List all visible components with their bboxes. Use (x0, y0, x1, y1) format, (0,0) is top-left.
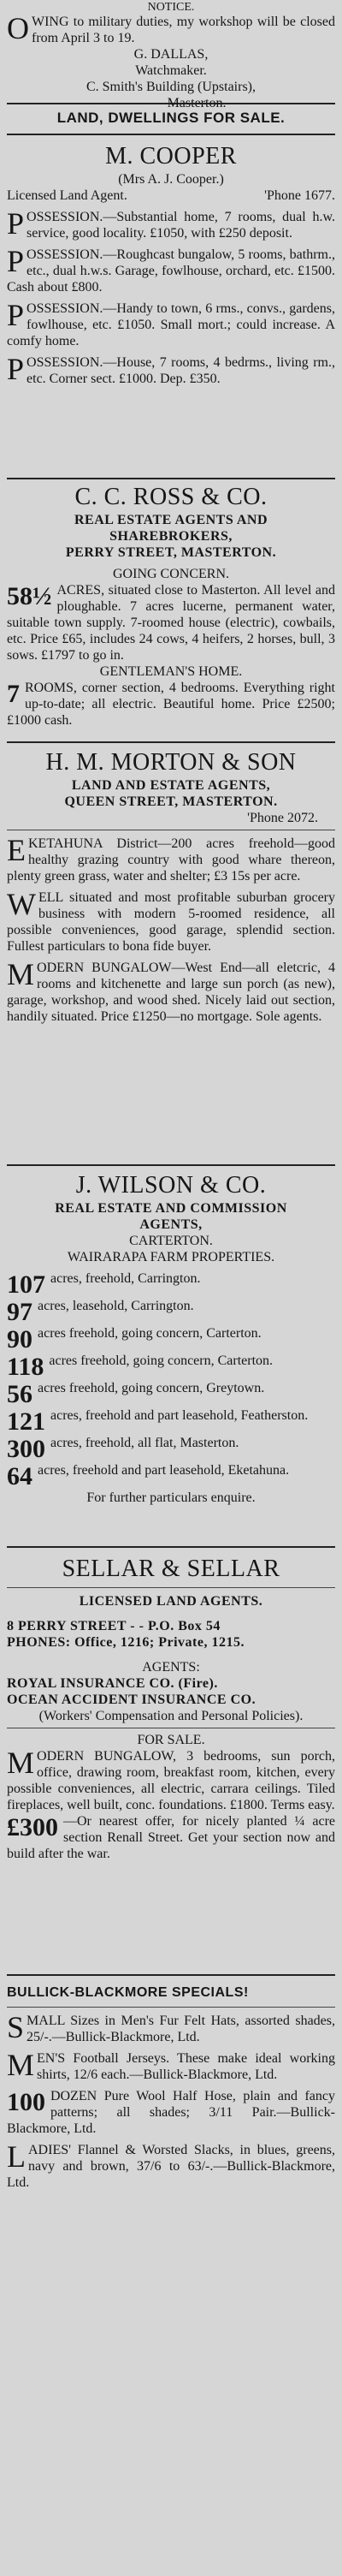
sellar-name: SELLAR & SELLAR (62, 1556, 280, 1582)
ross-heading-1: GOING CONCERN. (113, 567, 229, 581)
ross-heading-2: GENTLEMAN'S HOME. (99, 664, 243, 679)
cooper-name: M. COOPER (105, 143, 237, 170)
ross-sub1: REAL ESTATE AGENTS AND (74, 513, 268, 527)
morton-sub1: LAND AND ESTATE AGENTS, (71, 778, 271, 793)
section-land-title: LAND, DWELLINGS FOR SALE. (56, 110, 286, 126)
ross-sub3: PERRY STREET, MASTERTON. (65, 545, 277, 560)
sellar-sale-heading: FOR SALE. (137, 1733, 205, 1747)
cooper-phone: 'Phone 1677. (264, 188, 335, 203)
wilson-list (7, 1270, 335, 1490)
ross-sub2: SHAREBROKERS, (109, 529, 233, 544)
cooper-item: POSSESSION.—Handy to town, 6 rms., convs., gardens, fowlhouse, etc. £1050. Small mort.; could increase. A comfy home. (7, 298, 335, 348)
sellar-divider (7, 1587, 335, 1588)
wilson-name: J. WILSON & CO. (75, 1172, 267, 1199)
cooper-ad (7, 135, 335, 479)
ross-listing-2: 7 ROOMS, corner section, 4 bedrooms. Everything right up-to-date; all electric. Beautiful home. Price £2500; £1000 cash. (7, 680, 335, 728)
morton-item: MODERN BUNGALOW—West End—all eletcric, 4 rooms and kitchenette and large sun porch (as new), garage, workshop, and wood shed. Nicely laid out section, handily situated. Price £1250—no mortgage. Sole agents. (7, 957, 335, 1024)
morton-sub2: QUEEN STREET, MASTERTON. (64, 794, 278, 809)
cooper-item: POSSESSION.—Roughcast bungalow, 5 rooms, bathrm., etc., dual h.w.s. Garage, fowlhouse, orchard, etc. £1500. Cash about £800. (7, 244, 335, 294)
ross-listing-1: 58½ ACRES, situated close to Masterton. All level and ploughable. 7 acres lucerne, permanent water, suitable town supply. 7-roomed house (electric), cowbails, etc. Price £65, includes 24 cows, 4 heifers, 2 horses, bull, 3 sows. £1797 to go in. (7, 582, 335, 663)
notice-ad (7, 0, 335, 110)
wilson-item: 56 acres freehold, going concern, Greytown. (7, 1380, 265, 1408)
notice-role: Watchmaker. (135, 63, 207, 78)
ross-ad (7, 479, 335, 743)
bullick-item: 100 DOZEN Pure Wool Half Hose, plain and fancy patterns; all shades; 3/11 Pair.—Bullick-Blackmore, Ltd. (7, 2088, 335, 2136)
section-land-header (7, 104, 335, 135)
sellar-agents2: OCEAN ACCIDENT INSURANCE CO. (7, 1693, 256, 1707)
bullick-item: SMALL Sizes in Men's Fur Felt Hats, assorted shades, 25/-.—Bullick-Blackmore, Ltd. (7, 2010, 335, 2044)
sellar-sub: LICENSED LAND AGENTS. (79, 1594, 263, 1609)
ross-name: C. C. ROSS & CO. (74, 484, 268, 510)
bullick-item: MEN'S Football Jerseys. These make ideal working shirts, 12/6 each.—Bullick-Blackmore, Ltd. (7, 2048, 335, 2082)
wilson-item: 118 acres freehold, going concern, Carterton. (7, 1353, 274, 1381)
cooper-item: POSSESSION.—Substantial home, 7 rooms, dual h.w. service, good locality. £1050, with £250 deposit. (7, 206, 335, 241)
morton-phone: 'Phone 2072. (247, 811, 318, 825)
wilson-item: 107 acres, freehold, Carrington. (7, 1270, 201, 1299)
cooper-licence: Licensed Land Agent. (7, 188, 127, 203)
wilson-item: 97 acres, leasehold, Carrington. (7, 1298, 194, 1326)
wilson-footer: For further particulars enquire. (86, 1490, 256, 1505)
cooper-licence-row (7, 187, 335, 204)
sellar-agents3: (Workers' Compensation and Personal Policies). (38, 1709, 304, 1723)
wilson-item: 300 acres, freehold, all flat, Masterton. (7, 1435, 239, 1463)
notice-title: NOTICE. (147, 1, 195, 14)
wilson-sub2: AGENTS, (139, 1217, 203, 1232)
sellar-listing-1: MODERN BUNGALOW, 3 bedrooms, sun porch, office, drawing room, breakfast room, kitchen, every possible conveniences, all electric, carrara ceilings. Tiled fireplaces, well built, conc. foundations. £1800. Terms easy. (7, 1746, 335, 1812)
sellar-agents1: ROYAL INSURANCE CO. (Fire). (7, 1676, 218, 1691)
wilson-item: 64 acres, freehold and part leasehold, Eketahuna. (7, 1462, 290, 1490)
sellar-ad (7, 1548, 335, 1976)
notice-name: G. DALLAS, (133, 47, 209, 62)
notice-town: Masterton. (167, 96, 227, 110)
notice-drop: O (7, 11, 29, 45)
bullick-ad (7, 1976, 335, 2191)
morton-item: EKETAHUNA District—200 acres freehold—good healthy grazing country with good whare thereon, plenty green grass, water and shelter; £3 15s per acre. (7, 833, 335, 883)
morton-item: WELL situated and most profitable suburban grocery business with modern 5-roomed residence, all possible conveniences, good garage, splendid section. Fullest particulars to bona fide buyer. (7, 887, 335, 954)
wilson-item: 121 acres, freehold and part leasehold, Featherston. (7, 1407, 309, 1436)
sellar-agents-heading: AGENTS: (142, 1660, 200, 1675)
bullick-item: LADIES' Flannel & Worsted Slacks, in blues, greens, navy and brown, 37/6 to 63/-.—Bullick-Blackmore, Ltd. (7, 2139, 335, 2190)
notice-address: C. Smith's Building (Upstairs), (86, 80, 256, 94)
sellar-addr1: 8 PERRY STREET - - P.O. Box 54 (7, 1619, 221, 1633)
cooper-item: POSSESSION.—House, 7 rooms, 4 bedrms., living rm., etc. Corner sect. £1000. Dep. £350. (7, 352, 335, 386)
wilson-ad (7, 1166, 335, 1548)
wilson-sub3: CARTERTON. (129, 1234, 213, 1248)
morton-name: H. M. MORTON & SON (45, 749, 297, 776)
bullick-title: BULLICK-BLACKMORE SPECIALS! (7, 1985, 249, 2000)
bullick-divider (7, 2007, 335, 2008)
sellar-listing-2: £300 —Or nearest offer, for nicely planted ¼ acre section Renall Street. Get your section now and build after the war. (7, 1813, 335, 1861)
morton-ad (7, 743, 335, 1166)
notice-text: OWING to military duties, my workshop will be closed from April 3 to 19. (7, 11, 335, 45)
wilson-item: 90 acres freehold, going concern, Carterton. (7, 1325, 262, 1353)
wilson-sub1: REAL ESTATE AND COMMISSION (55, 1201, 287, 1216)
cooper-sub: (Mrs A. J. Cooper.) (118, 172, 224, 187)
sellar-addr2: PHONES: Office, 1216; Private, 1215. (7, 1635, 245, 1650)
wilson-sub4: WAIRARAPA FARM PROPERTIES. (67, 1250, 275, 1264)
